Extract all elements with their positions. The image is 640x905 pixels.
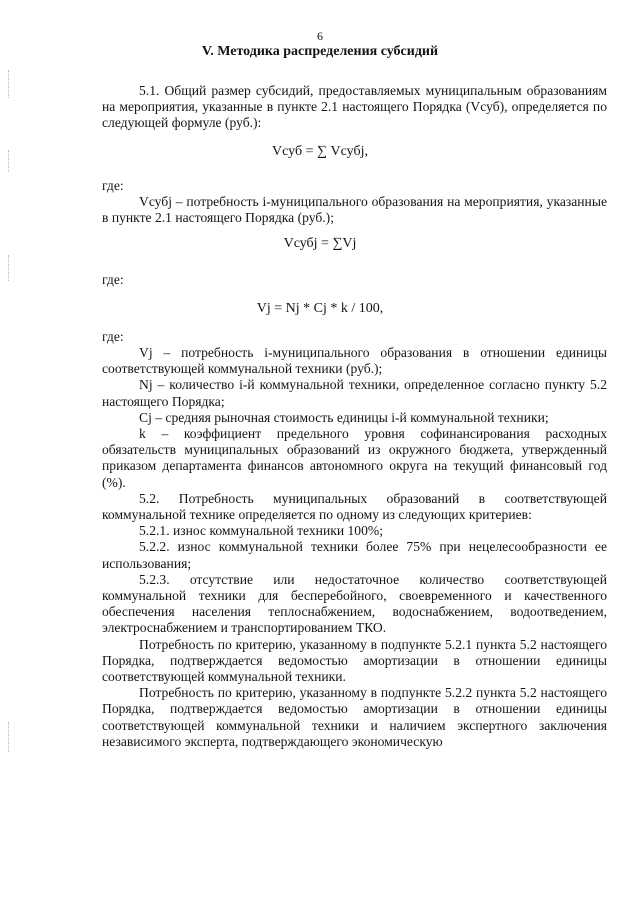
definition-nj: Nj – количество i-й коммунальной техники, определенное согласно пункту 5.2 настоящего Порядка; xyxy=(102,377,607,409)
paragraph-5-2-1: 5.2.1. износ коммунальной техники 100%; xyxy=(139,523,383,539)
definition-k: k – коэффициент предельного уровня софинансирования расходных обязательств муниципальных образований из окружного бюджета, утвержденный приказом департамента финансов автономного округа на текущий финансовый год (%). xyxy=(102,426,607,490)
paragraph-5-2-3: 5.2.3. отсутствие или недостаточное количество соответствующей коммунальной техники для бесперебойного, своевременного и качественного обеспечения населения теплоснабжением, водоснабжением, водоотведением, электроснабжением и транспортированием ТКО. xyxy=(102,571,607,636)
definition-vsubj: Vсубj – потребность i-муниципального образования на мероприятия, указанные в пункте 2.1 настоящего Порядка (руб.); xyxy=(102,194,607,226)
page-number: 6 xyxy=(317,29,323,43)
paragraph-criterion-2: Потребность по критерию, указанному в подпункте 5.2.2 пункта 5.2 настоящего Порядка, подтверждается ведомостью амортизации в отношении единицы соответствующей коммунальной техники и наличием экспертного заключения независимого эксперта, подтверждающего экономическую xyxy=(102,685,607,749)
definition-vj: Vj – потребность i-муниципального образования в отношении единицы соответствующей коммунальной техники (руб.); xyxy=(102,345,607,377)
formula-vj: Vj = Nj * Cj * k / 100, xyxy=(256,301,384,316)
margin-dotted-mark xyxy=(8,722,10,752)
where-label: где: xyxy=(102,329,124,344)
margin-dotted-mark xyxy=(8,70,10,98)
section-heading: V. Методика распределения субсидий xyxy=(201,44,439,59)
margin-dotted-mark xyxy=(8,255,10,281)
where-label: где: xyxy=(102,272,124,287)
where-label: где: xyxy=(102,178,124,193)
definitions-and-criteria xyxy=(102,345,607,750)
paragraph-5-1: 5.1. Общий размер субсидий, предоставляемых муниципальным образованиям на мероприятия, указанные в пункте 2.1 настоящего Порядка (Vсуб), определяется по следующей формуле (руб.): xyxy=(102,83,607,131)
formula-vsubj: Vсубj = ∑Vj xyxy=(283,236,357,251)
definition-cj: Cj – средняя рыночная стоимость единицы i-й коммунальной техники; xyxy=(139,409,549,425)
formula-vsub: Vсуб = ∑ Vсубj, xyxy=(272,144,368,159)
paragraph-criterion-1: Потребность по критерию, указанному в подпункте 5.2.1 пункта 5.2 настоящего Порядка, подтверждается ведомостью амортизации в отношении единицы соответствующей коммунальной техники. xyxy=(102,636,607,685)
paragraph-5-2-2: 5.2.2. износ коммунальной техники более 75% при нецелесообразности ее использования; xyxy=(102,539,607,571)
paragraph-5-2: 5.2. Потребность муниципальных образований в соответствующей коммунальной технике определяется по одному из следующих критериев: xyxy=(102,490,607,523)
